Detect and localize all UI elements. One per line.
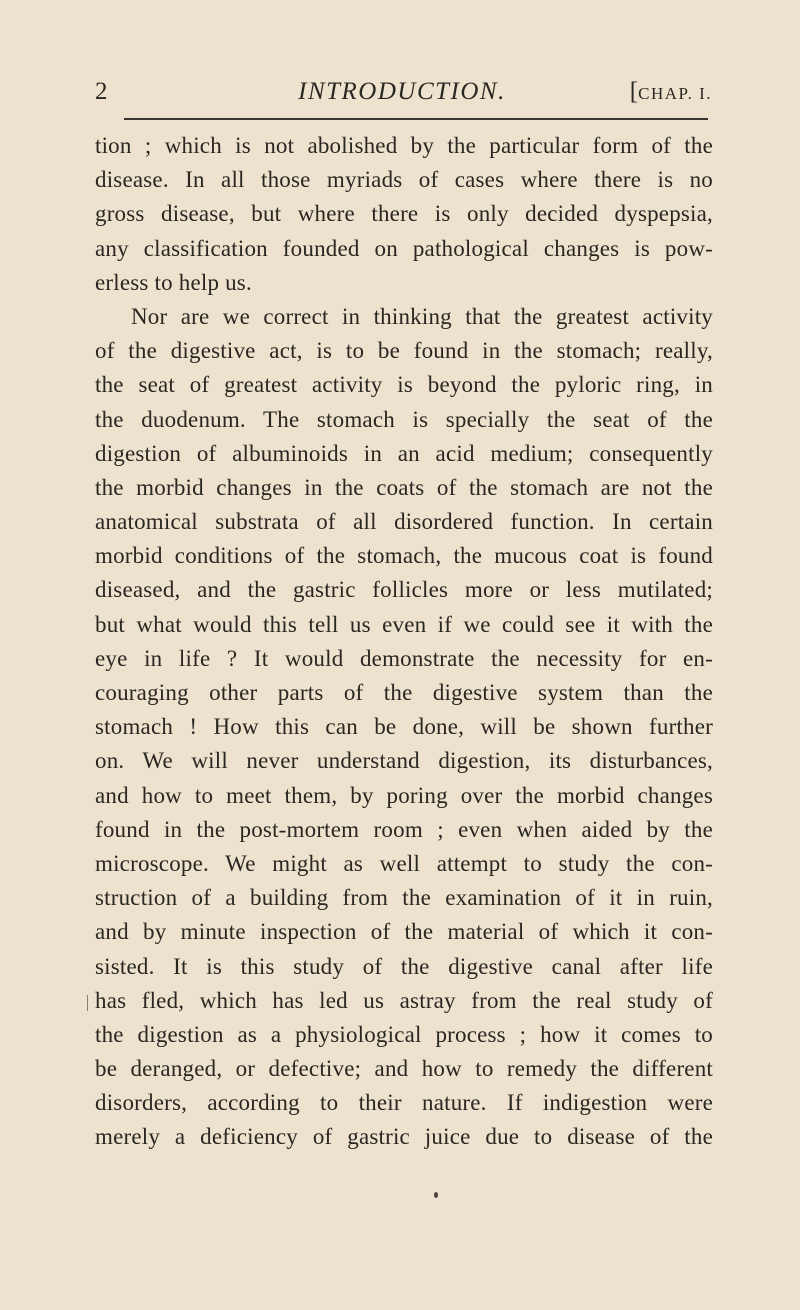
text-line: the duodenum. The stomach is specially the seat of the (95, 406, 713, 432)
chapter-label: CHAP. I. (638, 84, 712, 103)
text-line: disorders, according to their nature. If indigestion were (95, 1090, 713, 1116)
chapter-reference (630, 78, 712, 106)
text-line: the morbid changes in the coats of the stomach are not the (95, 474, 713, 500)
text-line: gross disease, but where there is only decided dyspepsia, (95, 201, 713, 227)
margin-mark (87, 995, 88, 1011)
page-header (95, 78, 712, 118)
text-line: of the digestive act, is to be found in the stomach; really, (95, 338, 713, 364)
text-line: and by minute inspection of the material of which it con- (95, 919, 713, 945)
text-line: struction of a building from the examination of it in ruin, (95, 885, 713, 911)
text-line: disease. In all those myriads of cases where there is no (95, 167, 713, 193)
text-line: microscope. We might as well attempt to study the con- (95, 850, 713, 876)
text-line: digestion of albuminoids in an acid medium; consequently (95, 440, 713, 466)
text-line: tion ; which is not abolished by the particular form of the (95, 133, 713, 158)
text-line: Nor are we correct in thinking that the greatest activity (131, 303, 713, 329)
text-line: couraging other parts of the digestive system than the (95, 680, 713, 705)
text-line: stomach ! How this can be done, will be shown further (95, 714, 713, 740)
text-line: found in the post-mortem room ; even when aided by the (95, 816, 713, 842)
body-text (95, 129, 713, 1155)
text-line: erless to help us. (95, 269, 252, 295)
text-line: diseased, and the gastric follicles more or less mutilated; (95, 577, 713, 603)
text-line: but what would this tell us even if we could see it with the (95, 611, 713, 637)
text-line: morbid conditions of the stomach, the mucous coat is found (95, 543, 713, 569)
page-number: 2 (95, 78, 108, 105)
text-line: any classification founded on pathological changes is pow- (95, 235, 713, 261)
running-title: INTRODUCTION. (298, 78, 506, 105)
text-line: and how to meet them, by poring over the morbid changes (95, 782, 713, 808)
text-line: eye in life ? It would demonstrate the necessity for en- (95, 645, 713, 671)
chapter-bracket: [ (629, 78, 639, 105)
text-line: be deranged, or defective; and how to remedy the different (95, 1056, 713, 1082)
text-line: on. We will never understand digestion, its disturbances, (95, 748, 713, 774)
text-line: anatomical substrata of all disordered function. In certain (95, 509, 713, 535)
text-line: the digestion as a physiological process ; how it comes to (95, 1021, 713, 1047)
text-line: the seat of greatest activity is beyond the pyloric ring, in (95, 372, 713, 398)
text-line: merely a deficiency of gastric juice due to disease of the (95, 1124, 713, 1150)
ink-dot (434, 1192, 438, 1198)
text-line: sisted. It is this study of the digestive canal after life (95, 953, 713, 979)
text-line: has fled, which has led us astray from the real study of (95, 987, 713, 1013)
header-rule (124, 118, 708, 120)
